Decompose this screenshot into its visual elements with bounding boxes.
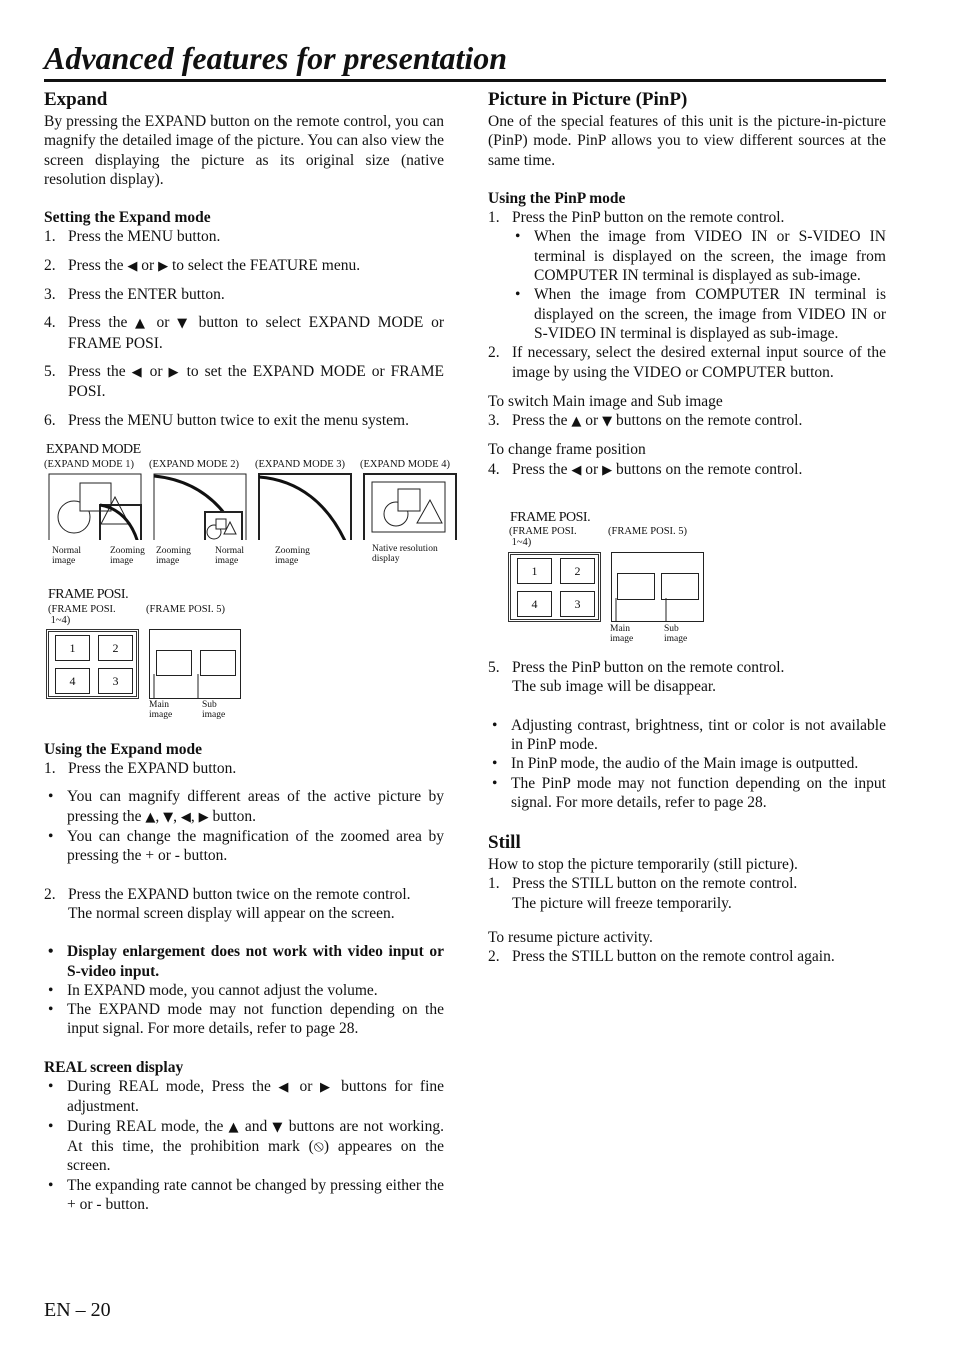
using-expand-bullet-text: You can change the magnification of the zoomed area by pressing the + or - button.	[67, 828, 444, 865]
pinp-frame-5-main	[617, 573, 655, 600]
frame-5-main-caption: Main image	[149, 699, 173, 720]
still-step-1: 1. Press the STILL button on the remote control. The picture will freeze temporarily.	[488, 875, 798, 912]
pinp-note-2: • In PinP mode, the audio of the Main image is outputted.	[492, 755, 859, 773]
step-text: Press the	[68, 256, 128, 274]
pinp-intro: One of the special features of this unit is the picture-in-picture (PinP) mode. PinP allows you to view different sources at the same time.	[488, 113, 886, 169]
step-text: Press the ENTER button.	[68, 286, 225, 304]
step-text: or	[148, 314, 178, 332]
using-expand-bullet-1	[44, 787, 444, 827]
step-text: to set the EXPAND MODE or FRAME POSI.	[68, 362, 444, 401]
pinp-step-4-text: or	[581, 460, 603, 478]
real-screen-bullet-text: buttons are not working. At this time, the prohibition mark (	[67, 1117, 444, 1155]
expand-mode-4-label: (EXPAND MODE 4)	[360, 458, 451, 470]
pinp-step-3-text: buttons on the remote control.	[612, 412, 803, 430]
step-text: button to select EXPAND MODE or FRAME POSI.	[68, 314, 444, 352]
pinp-step-2: 2. If necessary, select the desired external input source of the image by using the VIDEO or COMPUTER button.	[488, 344, 886, 381]
still-intro: How to stop the picture temporarily (still picture).	[488, 856, 798, 874]
frame-cell-3: 3	[98, 668, 133, 694]
using-expand-bullet-text: ,	[155, 807, 164, 825]
real-screen-bullets	[44, 1077, 444, 1214]
real-screen-heading: REAL screen display	[44, 1058, 184, 1076]
using-expand-bullet-text: button.	[208, 807, 256, 825]
step-text: Press the MENU button twice to exit the menu system.	[68, 411, 409, 429]
left-arrow-icon: ◀	[278, 1080, 293, 1096]
pinp-frame-5-sub-caption: Sub image	[664, 624, 688, 645]
step-number: 5.	[44, 362, 56, 380]
pinp-step-3-text: Press the	[512, 412, 572, 430]
bullet-icon: •	[48, 788, 54, 806]
page-number: EN – 20	[44, 1299, 111, 1321]
expand-steps-list	[44, 227, 444, 429]
step-text: to select the FEATURE menu.	[168, 256, 361, 274]
caption-zooming-1: Zooming image	[110, 545, 145, 566]
frame-cell-1: 1	[55, 635, 90, 661]
up-arrow-icon: ▲	[135, 316, 149, 332]
real-screen-bullet-text: and	[239, 1117, 273, 1135]
up-arrow-icon: ▲	[145, 809, 156, 825]
frame-cell-2: 2	[98, 635, 133, 661]
pinp-frame-posi-1-4-label: (FRAME POSI. 1~4)	[509, 526, 577, 549]
right-arrow-icon: ▶	[602, 462, 613, 478]
real-screen-bullet-text: The expanding rate cannot be changed by pressing either the + or - button.	[67, 1176, 444, 1213]
real-screen-bullet-text: ⦸	[313, 1137, 324, 1155]
expand-note-1: • Display enlargement does not work with video input or S-video input.	[48, 943, 444, 980]
real-screen-bullet-text: or	[292, 1078, 320, 1096]
expand-intro: By pressing the EXPAND button on the remote control, you can magnify the detailed image of the picture. You can also view the screen displaying the picture as its original size (native resolution display).	[44, 113, 444, 188]
title-rule	[44, 79, 886, 82]
pinp-heading: Picture in Picture (PinP)	[488, 89, 688, 110]
caption-zooming-2: Zooming image	[156, 545, 191, 566]
pinp-frame-cell-3: 3	[560, 591, 595, 617]
frame-5-sub	[200, 650, 236, 676]
expand-note-2: • In EXPAND mode, you cannot adjust the volume.	[48, 981, 378, 999]
step-number: 2.	[44, 256, 56, 274]
bullet-icon: •	[48, 1078, 54, 1096]
pinp-frame-5-main-caption: Main image	[610, 624, 634, 645]
down-arrow-icon: ▼	[272, 1119, 284, 1135]
step-number: 6.	[44, 411, 56, 429]
expand-step-6	[44, 411, 444, 430]
pinp-frame-cell-1: 1	[517, 558, 552, 584]
caption-normal-2: Normal image	[215, 545, 245, 566]
caption-normal-1: Normal image	[52, 545, 82, 566]
using-pinp-heading: Using the PinP mode	[488, 189, 626, 207]
using-expand-bullet-2	[44, 827, 444, 866]
frame-5-main	[156, 650, 192, 676]
using-expand-bullets	[44, 787, 444, 865]
pinp-frame-5-pointers	[606, 598, 706, 624]
pinp-step-1: 1. Press the PinP button on the remote control.	[488, 209, 785, 227]
real-screen-bullet-text: During REAL mode, the	[67, 1117, 229, 1135]
expand-mode-1-label: (EXPAND MODE 1)	[44, 458, 135, 470]
frame-posi-label: FRAME POSI.	[48, 586, 129, 602]
pinp-frame-posi-5-label: (FRAME POSI. 5)	[608, 526, 688, 538]
expand-step-3	[44, 285, 444, 304]
using-expand-step-1: 1. Press the EXPAND button.	[44, 760, 237, 778]
frame-posi-5-label: (FRAME POSI. 5)	[146, 603, 226, 615]
bullet-icon: •	[48, 828, 54, 846]
using-expand-bullet-text: ,	[190, 807, 199, 825]
right-arrow-icon: ▶	[198, 809, 209, 825]
expand-step-4	[44, 313, 444, 353]
pinp-step-4: 4. Press the ◀ or ▶ buttons on the remote control.	[488, 460, 803, 478]
pinp-frame-label: To change frame position	[488, 441, 646, 459]
expand-mode-1-diagram	[49, 474, 141, 540]
step-text: Press the MENU button.	[68, 228, 221, 246]
page-title: Advanced features for presentation	[44, 40, 508, 76]
pinp-step-1-bullet-2: • When the image from COMPUTER IN terminal is displayed on the screen, the image from VIDEO IN or S-VIDEO IN terminal is displayed as sub-image.	[515, 286, 886, 342]
pinp-step-3-text: or	[581, 412, 603, 430]
expand-mode-3-label: (EXPAND MODE 3)	[255, 458, 346, 470]
using-expand-bullet-text: You can magnify different areas of the active picture by pressing the	[67, 788, 444, 825]
frame-5-sub-caption: Sub image	[202, 699, 226, 720]
step-text: Press the	[68, 314, 136, 332]
expand-mode-3-diagram	[259, 474, 351, 540]
step-number: 1.	[44, 228, 56, 246]
still-step-2: 2. Press the STILL button on the remote control again.	[488, 948, 835, 966]
frame-1-4-box	[46, 629, 139, 699]
pinp-frame-5-sub	[661, 573, 699, 600]
expand-mode-label: EXPAND MODE	[46, 441, 141, 457]
right-arrow-icon: ▶	[319, 1080, 334, 1096]
pinp-frame-cell-4: 4	[517, 591, 552, 617]
expand-step-2	[44, 256, 444, 276]
caption-native: Native resolution display	[372, 543, 438, 564]
bullet-icon: •	[48, 1117, 54, 1135]
pinp-frame-figure	[488, 490, 886, 645]
still-resume-label: To resume picture activity.	[488, 929, 653, 947]
step-text: Press the	[68, 362, 132, 380]
pinp-note-1: • Adjusting contrast, brightness, tint or color is not available in PinP mode.	[492, 716, 886, 753]
caption-zooming-3: Zooming image	[275, 545, 310, 566]
up-arrow-icon: ▲	[571, 414, 582, 430]
frame-cell-4: 4	[55, 668, 90, 694]
left-arrow-icon: ◀	[131, 364, 144, 380]
bullet-icon: •	[48, 1176, 54, 1194]
expand-heading: Expand	[44, 89, 108, 110]
step-text: or	[137, 256, 159, 274]
real-screen-bullet-text: During REAL mode, Press the	[67, 1078, 279, 1096]
real-screen-bullet-3	[44, 1176, 444, 1215]
real-screen-bullet-2	[44, 1117, 444, 1176]
pinp-frame-1-4-box	[508, 552, 601, 622]
down-arrow-icon: ▼	[177, 316, 191, 332]
step-text: or	[143, 362, 169, 380]
pinp-frame-posi-label: FRAME POSI.	[510, 510, 591, 526]
step-number: 4.	[44, 314, 56, 332]
pinp-step-4-text: Press the	[512, 460, 572, 478]
expand-mode-2-label: (EXPAND MODE 2)	[149, 458, 240, 470]
pinp-section	[488, 88, 886, 967]
pinp-step-4-text: buttons on the remote control.	[612, 460, 803, 478]
step-number: 3.	[44, 286, 56, 304]
left-arrow-icon: ◀	[127, 258, 138, 274]
still-heading: Still	[488, 832, 521, 854]
expand-step-1	[44, 227, 444, 246]
using-expand-heading: Using the Expand mode	[44, 740, 203, 758]
real-screen-bullet-text: buttons for fine adjustment.	[67, 1078, 445, 1116]
left-arrow-icon: ◀	[571, 462, 582, 478]
pinp-switch-label: To switch Main image and Sub image	[488, 392, 723, 410]
using-expand-step-2: 2. Press the EXPAND button twice on the remote control. The normal screen display will appear on the screen.	[44, 885, 411, 922]
frame-posi-1-4-label: (FRAME POSI. 1~4)	[48, 603, 116, 626]
pinp-step-1-bullet-1: • When the image from VIDEO IN or S-VIDEO IN terminal is displayed on the screen, the image from COMPUTER IN terminal is displayed as sub-image.	[515, 228, 886, 285]
expand-mode-4-diagram	[364, 474, 456, 540]
expand-note-3: • The EXPAND mode may not function depending on the input signal. For more details, refer to page 28.	[48, 1001, 444, 1038]
expand-section	[44, 88, 451, 1214]
left-arrow-icon: ◀	[180, 809, 191, 825]
real-screen-bullet-1	[44, 1077, 444, 1117]
setting-expand-heading: Setting the Expand mode	[44, 209, 211, 227]
up-arrow-icon: ▲	[228, 1119, 240, 1135]
expand-mode-2-diagram	[154, 474, 246, 540]
expand-mode-figure	[44, 440, 451, 740]
expand-mode-diagrams	[44, 440, 464, 540]
expand-step-5	[44, 362, 444, 402]
pinp-frame-cell-2: 2	[560, 558, 595, 584]
right-arrow-icon: ▶	[168, 364, 181, 380]
pinp-step-3: 3. Press the ▲ or ▼ buttons on the remote control.	[488, 412, 803, 430]
pinp-note-3: • The PinP mode may not function depending on the input signal. For more details, refer to page 28.	[492, 774, 886, 811]
down-arrow-icon: ▼	[602, 414, 613, 430]
right-arrow-icon: ▶	[158, 258, 169, 274]
real-screen-bullet-text: ) appeares on the screen.	[67, 1137, 445, 1175]
pinp-step-5: 5. Press the PinP button on the remote control. The sub image will be disappear.	[488, 659, 785, 696]
down-arrow-icon: ▼	[163, 809, 174, 825]
using-expand-bullet-text: ,	[173, 807, 181, 825]
